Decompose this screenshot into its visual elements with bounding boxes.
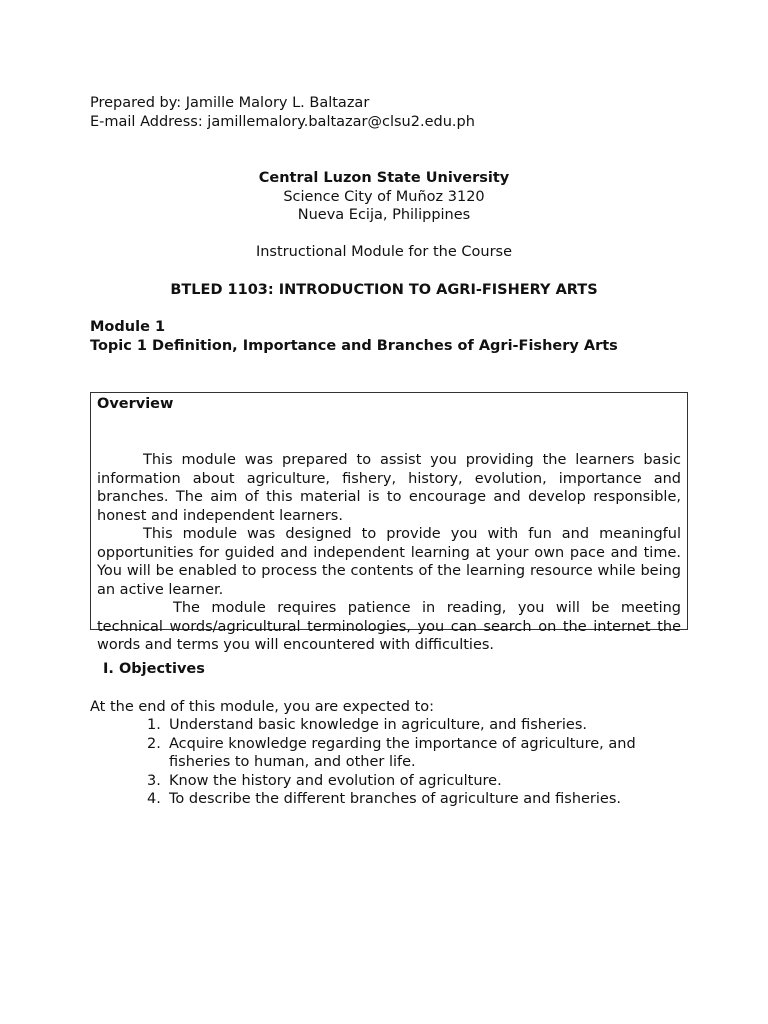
overview-title: Overview [97, 396, 174, 412]
list-text: Understand basic knowledge in agriculture, and fisheries. [169, 717, 587, 733]
list-item [141, 716, 691, 735]
list-number: 1. [147, 717, 161, 733]
list-number: 3. [147, 772, 161, 789]
institution-block [0, 169, 768, 225]
overview-paragraph: This module was prepared to assist you providing the learners basic information about agriculture, fishery, history, evolution, importance and branches. The aim of this material is to encourage and develop responsible, honest and independent learners. [97, 452, 681, 524]
list-text: To describe the different branches of agriculture and fisheries. [169, 791, 621, 807]
topic-title: Topic 1 Definition, Importance and Branches of Agri-Fishery Arts [90, 337, 618, 354]
university-name: Central Luzon State University [258, 170, 510, 186]
list-item [141, 772, 691, 791]
email-address: E-mail Address: jamillemalory.baltazar@clsu2.edu.ph [90, 113, 475, 130]
module-label: Module 1 [90, 319, 166, 335]
objectives-intro: At the end of this module, you are expected to: [90, 699, 435, 715]
objectives-list [141, 716, 691, 809]
overview-body [97, 451, 681, 655]
list-text: Know the history and evolution of agriculture. [169, 772, 502, 789]
list-text: Acquire knowledge regarding the importance of agriculture, and fisheries to human, and other life. [169, 735, 636, 770]
list-number: 4. [147, 791, 161, 807]
author-block [90, 94, 475, 131]
prepared-by: Prepared by: Jamille Malory L. Baltazar [90, 95, 370, 111]
overview-paragraph: This module was designed to provide you with fun and meaningful opportunities for guided and independent learning at your own pace and time. You will be enabled to process the contents of the learning resource while being an active learner. [97, 526, 681, 598]
overview-paragraph: The module requires patience in reading, you will be meeting technical words/agricultural terminologies, you can search on the internet the words and terms you will encountered with difficulties. [97, 600, 681, 653]
address-line-1: Science City of Muñoz 3120 [283, 188, 485, 205]
list-item [141, 790, 691, 809]
course-title: BTLED 1103: INTRODUCTION TO AGRI-FISHERY ARTS [170, 282, 598, 298]
list-number: 2. [147, 735, 161, 752]
list-item [141, 735, 691, 772]
module-heading [90, 318, 618, 355]
overview-box [90, 392, 688, 653]
objectives-heading: I. Objectives [103, 661, 205, 677]
module-for-label: Instructional Module for the Course [255, 244, 513, 260]
address-line-2: Nueva Ecija, Philippines [297, 207, 471, 223]
